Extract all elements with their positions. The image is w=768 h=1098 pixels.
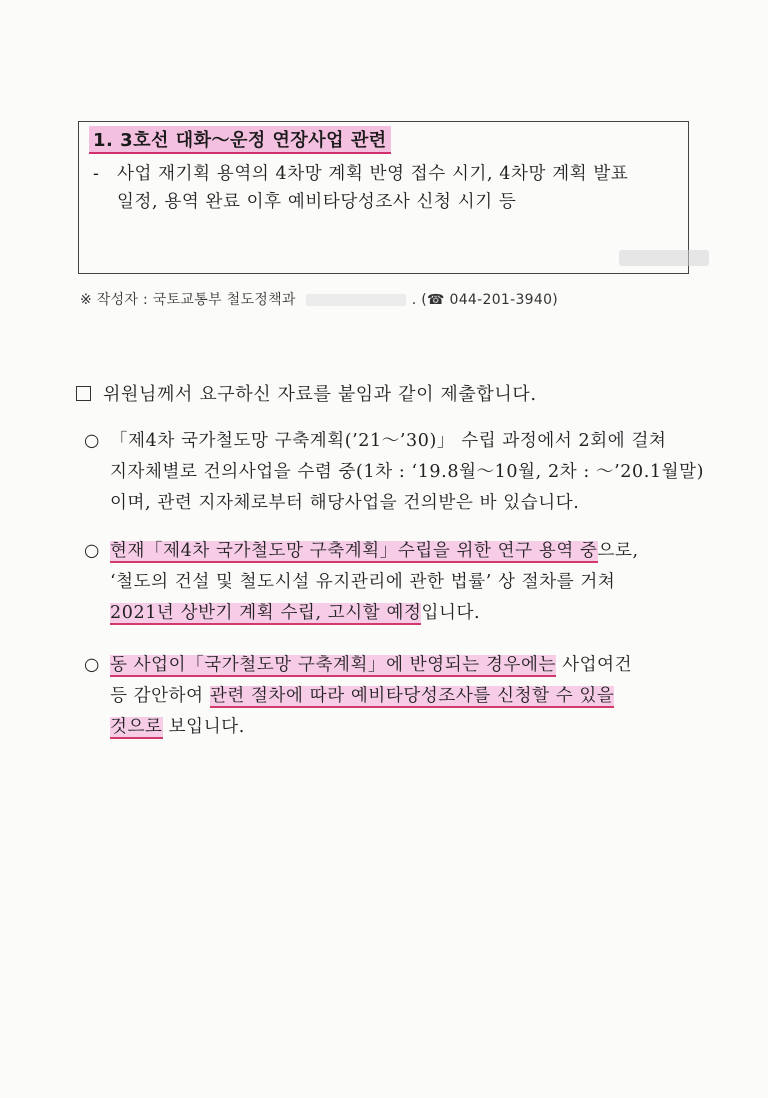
p2-highlight-1: 현재「제4차 국가철도망 구축계획」수립을 위한 연구 용역 중 — [110, 541, 598, 561]
circle-bullet-icon: ○ — [84, 431, 100, 451]
question-dash: - — [93, 164, 100, 184]
paragraph-1 — [84, 426, 705, 519]
p3-line-2 — [84, 681, 694, 712]
p2-tail-1: 으로, — [597, 541, 639, 561]
circle-bullet-icon: ○ — [84, 655, 100, 675]
p2-highlight-3: 2021년 상반기 계획 수립, 고시할 예정 — [110, 603, 422, 623]
p1-line-2: 지자체별로 건의사업을 수렴 중(1차 : ‘19.8월～10월, 2차 : ～’20.1월말) — [110, 462, 705, 482]
question-line-1: 사업 재기획 용역의 4차망 계획 반영 접수 시기, 4차망 계획 발표 — [117, 164, 629, 184]
question-title: 1. 3호선 대화～운정 연장사업 관련 — [89, 126, 391, 154]
p3-head-2: 등 감안하여 — [110, 686, 210, 706]
intro-line — [76, 380, 537, 406]
p3-line-3 — [84, 712, 694, 743]
square-bullet-icon — [76, 386, 91, 401]
author-prefix: ※ 작성자 : 국토교통부 철도정책과 — [80, 292, 296, 308]
circle-bullet-icon: ○ — [84, 541, 100, 561]
p2-line-3 — [84, 598, 694, 629]
p2-line-2: ‘철도의 건설 및 철도시설 유지관리에 관한 법률’ 상 절차를 거쳐 — [110, 572, 616, 592]
p3-tail-1: 사업여건 — [555, 655, 633, 675]
p3-line-1 — [84, 650, 694, 681]
p3-highlight-3: 것으로 — [110, 717, 163, 737]
intro-text: 위원님께서 요구하신 자료를 붙임과 같이 제출합니다. — [103, 384, 537, 405]
author-line — [80, 289, 558, 309]
question-line-2: 일정, 용역 완료 이후 예비타당성조사 신청 시기 등 — [117, 192, 517, 212]
p3-tail-3: 보입니다. — [162, 717, 245, 737]
p3-highlight-1: 동 사업이「국가철도망 구축계획」에 반영되는 경우에는 — [110, 655, 556, 675]
question-item — [93, 160, 683, 216]
paragraph-3 — [84, 650, 694, 743]
p3-highlight-2: 관련 절차에 따라 예비타당성조사를 신청할 수 있을 — [209, 686, 615, 706]
scan-smudge — [619, 250, 709, 266]
redacted-name — [306, 294, 406, 306]
p1-line-3: 이며, 관련 지자체로부터 해당사업을 건의받은 바 있습니다. — [110, 493, 580, 513]
p1-line-1: 「제4차 국가철도망 구축계획(’21～’30)」 수립 과정에서 2회에 걸쳐 — [110, 431, 667, 451]
p2-line-1 — [84, 536, 694, 567]
p2-tail-3: 입니다. — [421, 603, 481, 623]
question-box — [78, 121, 689, 274]
paragraph-2 — [84, 536, 694, 629]
author-phone: . (☎ 044-201-3940) — [411, 292, 559, 308]
